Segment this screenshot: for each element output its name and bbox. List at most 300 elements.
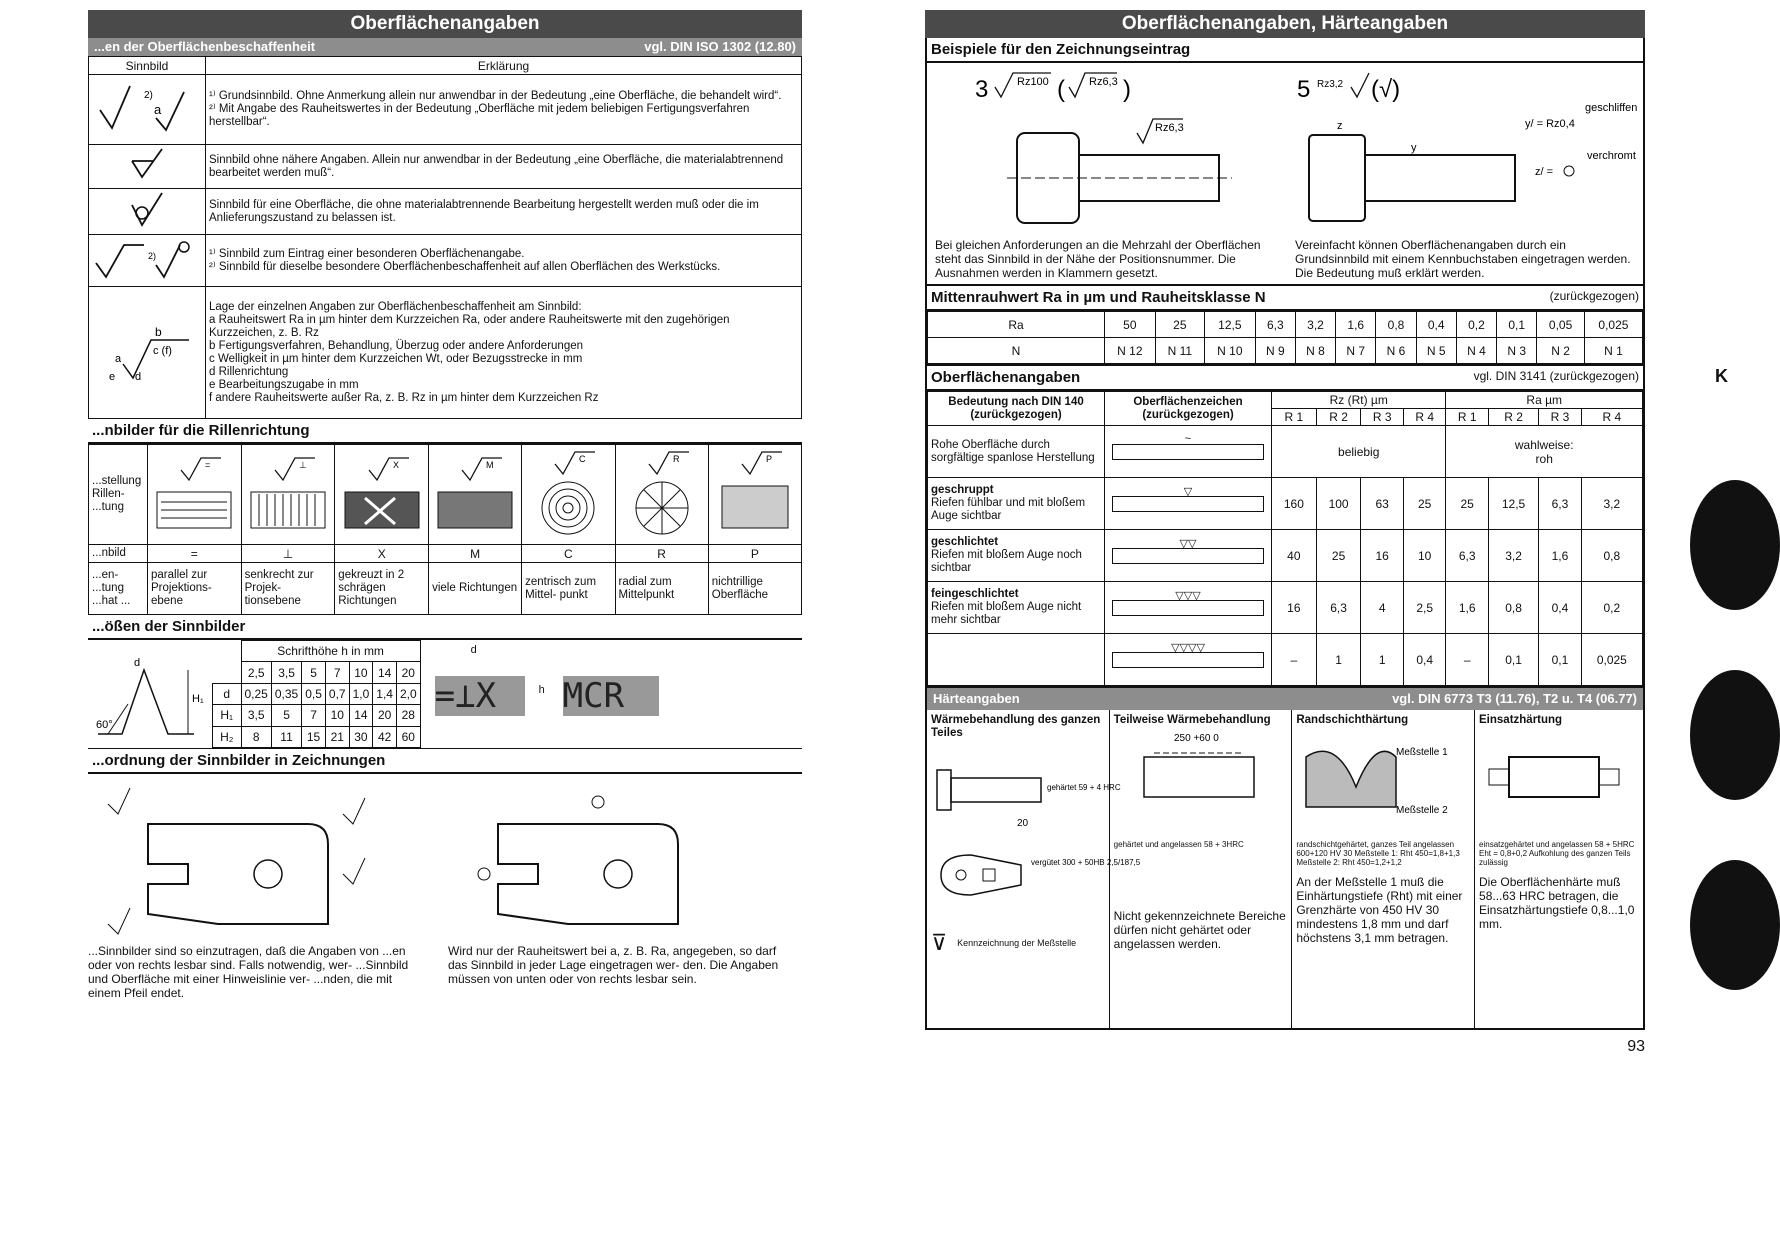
expl-line: Lage der einzelnen Angaben zur Oberflächenbeschaffenheit am Sinnbild: <box>209 300 582 313</box>
c2-dim: 250 +60 0 <box>1173 733 1219 744</box>
size-cell: 1,0 <box>349 683 373 704</box>
spec-meaning-desc: Rohe Oberfläche durch sorgfältige spanlose Herstellung <box>931 438 1095 464</box>
non-machined-symbol-icon <box>122 191 172 229</box>
lay-symbol: = <box>148 545 242 563</box>
lay-row-label: ...en- ...tung ...hat ... <box>89 563 148 615</box>
size-cell: 0,7 <box>325 683 349 704</box>
roughness-class-title: Mittenrauhwert Ra in µm und Rauheitsklasse N <box>931 289 1266 306</box>
size-cell: 2,0 <box>396 683 420 704</box>
examples-section <box>925 38 1645 286</box>
surface-spec-section <box>925 366 1645 688</box>
n-cell: N 12 <box>1105 338 1156 364</box>
size-cell: 3,5 <box>241 705 271 726</box>
lay-drawing <box>241 445 335 545</box>
c2-label-a: gehärtet und angelassen 58 + 3HRC <box>1113 840 1244 849</box>
thumb-index <box>1690 480 1755 1240</box>
expl-line: a Rauheitswert Ra in µm hinter dem Kurzzeichen Ra, oder andere Rauheitswerte mit den zugehörigen Kurzzeichen, z. B. Rz <box>209 313 730 339</box>
dim-d-label: d <box>134 657 141 669</box>
ex2-eq1: y/ = Rz0,4 <box>1525 118 1575 130</box>
size-cell: 21 <box>325 726 349 747</box>
spec-value: 1 <box>1316 634 1361 686</box>
angle-label: 60° <box>96 719 113 731</box>
svg-text:R: R <box>672 454 680 464</box>
lay-symbol: ⊥ <box>241 545 335 563</box>
size-col: 14 <box>373 662 397 683</box>
spec-value: – <box>1446 634 1489 686</box>
spec-row <box>928 426 1643 478</box>
lay-nondirectional-icon <box>712 450 798 536</box>
spec-value: 1 <box>1361 634 1404 686</box>
ra-cell: 12,5 <box>1204 312 1255 338</box>
svg-text:c (f): c (f) <box>153 345 172 357</box>
n-cell: N 8 <box>1295 338 1335 364</box>
size-cell: 10 <box>325 705 349 726</box>
hardness-columns <box>927 710 1643 1028</box>
lay-perpendicular-icon <box>245 450 331 536</box>
size-row <box>213 726 421 747</box>
size-cell: 15 <box>302 726 326 747</box>
symbol-layout-icon <box>97 306 197 396</box>
spec-value: 0,025 <box>1581 634 1642 686</box>
symbol-size-title: ...ößen der Sinnbilder <box>88 615 802 640</box>
explanation-cell <box>206 235 802 287</box>
roughness-class-note: (zurückgezogen) <box>1549 289 1639 303</box>
c3-title: Randschichthärtung <box>1296 714 1409 726</box>
spec-value: 4 <box>1361 582 1404 634</box>
symbol-dimension-icon <box>88 640 208 748</box>
expl-line: b Fertigungsverfahren, Behandlung, Überzug oder andere Anforderungen <box>209 339 584 352</box>
left-header: Oberflächenangaben <box>88 10 802 38</box>
size-col: 3,5 <box>271 662 301 683</box>
size-cell: 20 <box>373 705 397 726</box>
ra-cell: 3,2 <box>1295 312 1335 338</box>
spec-value: 12,5 <box>1488 478 1538 530</box>
roughness-class-section <box>925 286 1645 366</box>
size-cell: 14 <box>349 705 373 726</box>
explanation-cell: Sinnbild für eine Oberfläche, die ohne materialabtrennende Bearbeitung hergestellt werden muß oder die im Anlieferungszustand zu belassen ist. <box>206 189 802 235</box>
ex2-eq2: z/ = <box>1535 166 1554 178</box>
spec-mark-cell <box>1105 582 1272 634</box>
examples-notes <box>927 238 1643 284</box>
roughness-class-header <box>927 286 1643 311</box>
size-row <box>213 705 421 726</box>
n-cell: N 11 <box>1155 338 1204 364</box>
basic-symbol-icon <box>92 78 192 138</box>
spec-subhead: R 1 <box>1446 409 1489 426</box>
spec-value: 63 <box>1361 478 1404 530</box>
svg-text:(√): (√) <box>1371 76 1401 103</box>
size-cell: 30 <box>349 726 373 747</box>
lay-multi-icon <box>432 450 518 536</box>
spec-mark-cell <box>1105 478 1272 530</box>
c3-m2: Meßstelle 2 <box>1396 805 1449 816</box>
spec-value: 10 <box>1403 530 1446 582</box>
left-subheader-ref: vgl. DIN ISO 1302 (12.80) <box>644 39 796 54</box>
c2-shaft-icon <box>1114 727 1284 827</box>
spec-value: 1,6 <box>1446 582 1489 634</box>
spec-value: 0,4 <box>1539 582 1582 634</box>
spec-value: 0,1 <box>1539 634 1582 686</box>
measure-point-icon: ⊽ <box>931 930 948 955</box>
spec-meaning <box>928 530 1105 582</box>
lay-desc: nichtrillige Oberfläche <box>708 563 801 615</box>
svg-text:a: a <box>154 102 162 117</box>
size-head: Schrifthöhe h in mm <box>241 641 420 662</box>
svg-text:⊥: ⊥ <box>298 460 307 470</box>
svg-text:b: b <box>155 325 162 339</box>
svg-text:(: ( <box>1057 76 1065 103</box>
n-row <box>928 338 1643 364</box>
side-tab-letter: K <box>1715 366 1728 386</box>
svg-text:2): 2) <box>144 90 153 101</box>
symbol-cell <box>89 145 206 189</box>
c4-label-a: einsatzgehärtet und angelassen 58 + 5HRC Eht = 0,8+0,2 Aufkohlung des ganzen Teils zulässig <box>1479 840 1635 867</box>
example2-drawing-icon <box>1287 63 1647 238</box>
spec-subhead: R 4 <box>1581 409 1642 426</box>
spec-value: 16 <box>1361 530 1404 582</box>
lay-parallel-icon <box>151 450 237 536</box>
example1-drawing-icon <box>927 63 1287 238</box>
ex2-z: z <box>1337 120 1343 132</box>
part-drawing-right-icon <box>438 774 788 944</box>
size-cell: 28 <box>396 705 420 726</box>
spec-meaning <box>928 582 1105 634</box>
lay-direction-title: ...nbilder für die Rillenrichtung <box>88 419 802 444</box>
spec-meaning-desc: Riefen mit bloßem Auge nicht mehr sichtbar <box>931 601 1082 626</box>
spec-head-ra: Ra µm <box>1446 392 1643 409</box>
spec-value: 6,3 <box>1316 582 1361 634</box>
spec-meaning-desc: Riefen mit bloßem Auge noch sichtbar <box>931 549 1082 574</box>
ex2-verchromt: verchromt <box>1587 150 1636 162</box>
svg-text:a: a <box>115 353 122 365</box>
left-subheader <box>88 38 802 56</box>
spec-meaning <box>928 478 1105 530</box>
svg-text:): ) <box>1123 76 1131 103</box>
spec-subhead: R 1 <box>1272 409 1317 426</box>
expl-line: c Welligkeit in µm hinter dem Kurzzeichen Wt, oder Bezugsstrecke in mm <box>209 352 583 365</box>
spec-value: 3,2 <box>1488 530 1538 582</box>
spec-value: 0,1 <box>1488 634 1538 686</box>
n-cell: N 7 <box>1336 338 1376 364</box>
spec-meaning-desc: Riefen fühlbar und mit bloßem Auge sichtbar <box>931 497 1086 522</box>
size-row-label: H₂ <box>213 726 242 747</box>
ex2-number: 5 <box>1297 76 1311 103</box>
hardness-section <box>925 688 1645 1030</box>
svg-text:X: X <box>392 460 399 470</box>
ra-cell: 0,05 <box>1537 312 1585 338</box>
right-page <box>925 10 1645 1140</box>
spec-mark-icon: ▽ <box>1183 485 1193 498</box>
spec-mark-box <box>1112 432 1264 460</box>
left-page <box>88 10 802 1130</box>
spec-mark-cell <box>1105 530 1272 582</box>
spec-mark-box <box>1112 589 1264 616</box>
spec-value: 25 <box>1403 478 1446 530</box>
spec-subhead: R 2 <box>1316 409 1361 426</box>
symbol-cell <box>89 235 206 287</box>
spec-value: 1,6 <box>1539 530 1582 582</box>
spec-meaning-title: feingeschlichtet <box>931 588 1019 600</box>
spec-subhead: R 4 <box>1403 409 1446 426</box>
lay-desc: gekreuzt in 2 schrägen Richtungen <box>335 563 429 615</box>
c1-marker <box>931 930 1105 956</box>
size-col: 5 <box>302 662 326 683</box>
size-col: 2,5 <box>241 662 271 683</box>
size-cell: 0,5 <box>302 683 326 704</box>
spec-row <box>928 478 1643 530</box>
ra-row <box>928 312 1643 338</box>
spec-mark-icon: ▽▽▽ <box>1175 589 1201 602</box>
ra-cell: 50 <box>1105 312 1156 338</box>
size-row-label: H₁ <box>213 705 242 726</box>
svg-text:e: e <box>109 371 116 383</box>
spec-ra-choice: wahlweise: <box>1514 437 1574 452</box>
expl-line: d Rillenrichtung <box>209 365 289 378</box>
spec-mark-cell <box>1105 426 1272 478</box>
spec-mark-icon: ▽▽ <box>1179 537 1197 550</box>
ex2-geschliffen: geschliffen <box>1585 102 1638 114</box>
size-col: 7 <box>325 662 349 683</box>
expl-line: ¹⁾ Sinnbild zum Eintrag einer besonderen Oberflächenangabe. <box>209 247 525 260</box>
svg-text:M: M <box>486 460 494 470</box>
c1-label-a: gehärtet 59 + 4 HRC <box>1047 783 1121 792</box>
lay-symbol: C <box>522 545 615 563</box>
c3-note: An der Meßstelle 1 muß die Einhärtungstiefe (Rht) mit einer Grenzhärte von 450 HV 30 mindestens 1,8 mm und darf höchstens 3,1 mm betragen. <box>1296 875 1463 945</box>
ra-cell: 0,025 <box>1584 312 1642 338</box>
n-cell: N 4 <box>1456 338 1496 364</box>
n-cell: N 10 <box>1204 338 1255 364</box>
spec-mark-icon: ~ <box>1184 432 1192 445</box>
n-cell: N 2 <box>1537 338 1585 364</box>
spec-meaning <box>928 634 1105 686</box>
spec-head-meaning: Bedeutung nach DIN 140 (zurückgezogen) <box>928 392 1105 426</box>
spec-row <box>928 582 1643 634</box>
lay-drawing <box>522 445 615 545</box>
symbol-table <box>88 56 802 419</box>
ra-cell: 1,6 <box>1336 312 1376 338</box>
ex1-label: Rz6,3 <box>1155 122 1184 134</box>
spec-value: 25 <box>1446 478 1489 530</box>
lay-symbol: R <box>615 545 708 563</box>
col-symbol: Sinnbild <box>89 57 206 75</box>
spec-head-mark: Oberflächenzeichen (zurückgezogen) <box>1105 392 1272 426</box>
lay-drawing <box>148 445 242 545</box>
ra-cell: 0,2 <box>1456 312 1496 338</box>
n-cell: N 3 <box>1497 338 1537 364</box>
dim-h1-label: H₁ <box>192 693 204 705</box>
ra-label: Ra <box>928 312 1105 338</box>
lay-circular-icon <box>525 450 611 536</box>
lay-symbol: X <box>335 545 429 563</box>
lay-symbol: P <box>708 545 801 563</box>
size-cols-row <box>213 662 421 683</box>
size-cell: 7 <box>302 705 326 726</box>
spec-subhead: R 3 <box>1539 409 1582 426</box>
spec-value: 0,2 <box>1581 582 1642 634</box>
hardness-col-partial <box>1110 710 1293 1028</box>
sample-dim-d: d <box>470 644 477 656</box>
part-drawing-left-icon <box>88 774 438 944</box>
examples-drawings <box>927 63 1643 238</box>
c4-note: Die Oberflächenhärte muß 58...63 HRC betragen, die Einsatzhärtungstiefe 0,8...1,0 mm. <box>1479 875 1635 931</box>
c1-link-icon <box>931 835 1141 915</box>
spec-mark-icon: ▽▽▽▽ <box>1171 641 1205 654</box>
symbol-size-section <box>88 640 802 749</box>
c4-title: Einsatzhärtung <box>1479 714 1563 726</box>
left-subheader-title: ...en der Oberflächenbeschaffenheit <box>94 39 316 54</box>
spec-mark-cell <box>1105 634 1272 686</box>
lay-desc: zentrisch zum Mittel- punkt <box>522 563 615 615</box>
spec-value: 160 <box>1272 478 1317 530</box>
special-symbol-icon <box>92 237 192 281</box>
surface-spec-table <box>927 391 1643 686</box>
spec-mark-box <box>1112 537 1264 564</box>
size-row-label: d <box>213 683 242 704</box>
spec-ra-raw: roh <box>1535 451 1553 466</box>
lay-direction-table <box>88 444 802 615</box>
c1-dim: 20 <box>1017 818 1029 829</box>
n-cell: N 6 <box>1376 338 1416 364</box>
spec-value: 40 <box>1272 530 1317 582</box>
lay-row-label: ...stellung Rillen- ...tung <box>89 445 148 545</box>
note-left: ...Sinnbilder sind so einzutragen, daß die Angaben von ...en oder von rechts lesbar sind. Falls notwendig, wer- ...Sinnbild und Oberfläche mit einer Hinweislinie ver- ...nden, die mit einem Pfeil endet. <box>88 944 409 1000</box>
spec-value: 100 <box>1316 478 1361 530</box>
spec-value: 25 <box>1316 530 1361 582</box>
lay-drawing <box>708 445 801 545</box>
size-cell: 5 <box>271 705 301 726</box>
size-cell: 11 <box>271 726 301 747</box>
lay-desc: senkrecht zur Projek- tionsebene <box>241 563 335 615</box>
lay-symbol: M <box>429 545 522 563</box>
hardness-col-surface <box>1292 710 1475 1028</box>
surface-spec-title: Oberflächenangaben <box>931 369 1081 386</box>
spec-value: 0,8 <box>1488 582 1538 634</box>
c1-shaft-icon <box>931 740 1121 830</box>
explanation-cell: Sinnbild ohne nähere Angaben. Allein nur anwendbar in der Bedeutung „eine Oberfläche, die materialabtrennend bearbeitet werden muß“. <box>206 145 802 189</box>
n-label: N <box>928 338 1105 364</box>
spec-rz-any: beliebig <box>1272 426 1446 478</box>
size-col: 20 <box>396 662 420 683</box>
ra-cell: 0,1 <box>1497 312 1537 338</box>
lay-drawing <box>429 445 522 545</box>
c1-label-b: vergütet 300 + 50HB 2,5/187,5 <box>1031 858 1141 867</box>
ra-cell: 6,3 <box>1255 312 1295 338</box>
arrangement-drawings <box>88 774 802 944</box>
n-cell: N 9 <box>1255 338 1295 364</box>
hardness-col-whole <box>927 710 1141 1028</box>
spec-mark-box <box>1112 485 1264 512</box>
ra-cell: 0,8 <box>1376 312 1416 338</box>
spec-meaning <box>928 426 1105 478</box>
size-cell: 0,35 <box>271 683 301 704</box>
lay-desc: viele Richtungen <box>429 563 522 615</box>
size-cell: 42 <box>373 726 397 747</box>
c3-profile-icon <box>1296 727 1466 827</box>
size-cell: 8 <box>241 726 271 747</box>
ex1-symbol: Rz100 <box>1017 76 1049 88</box>
c2-title: Teilweise Wärmebehandlung <box>1113 714 1271 726</box>
examples-title: Beispiele für den Zeichnungseintrag <box>927 38 1643 63</box>
hardness-ref: vgl. DIN 6773 T3 (11.76), T2 u. T4 (06.77) <box>1392 691 1637 706</box>
spec-value: 6,3 <box>1446 530 1489 582</box>
spec-ra-any <box>1446 426 1643 478</box>
expl-line: ¹⁾ Grundsinnbild. Ohne Anmerkung allein nur anwendbar in der Bedeutung „eine Oberfläche, die behandelt wird“. <box>209 90 782 102</box>
lay-drawing <box>335 445 429 545</box>
n-cell: N 5 <box>1416 338 1456 364</box>
symbol-cell <box>89 75 206 145</box>
lettering-sample <box>435 640 675 748</box>
spec-value: 6,3 <box>1539 478 1582 530</box>
sample-dim-h: h <box>538 684 545 696</box>
spec-head-rz: Rz (Rt) µm <box>1272 392 1446 409</box>
size-cell: 1,4 <box>373 683 397 704</box>
spec-row <box>928 634 1643 686</box>
symbol-cell <box>89 189 206 235</box>
expl-line: ²⁾ Sinnbild für dieselbe besondere Oberflächenbeschaffenheit auf allen Oberflächen des Werkstücks. <box>209 260 721 273</box>
symbol-cell <box>89 287 206 419</box>
spec-meaning-title: geschlichtet <box>931 536 999 548</box>
page-number: 93 <box>1627 1038 1645 1055</box>
spec-value: 0,8 <box>1581 530 1642 582</box>
c3-m1: Meßstelle 1 <box>1396 747 1449 758</box>
spec-value: 2,5 <box>1403 582 1446 634</box>
ra-cell: 0,4 <box>1416 312 1456 338</box>
explanation-cell <box>206 287 802 419</box>
spec-subhead: R 3 <box>1361 409 1404 426</box>
note-right: Wird nur der Rauheitswert bei a, z. B. Ra, angegeben, so darf das Sinnbild in jeder Lage eingetragen wer- den. Die Angaben müssen von unten oder von rechts lesbar sein. <box>448 944 779 986</box>
size-cell: 0,25 <box>241 683 271 704</box>
spec-row <box>928 530 1643 582</box>
spec-subhead: R 2 <box>1488 409 1538 426</box>
explanation-cell <box>206 75 802 145</box>
right-header: Oberflächenangaben, Härteangaben <box>925 10 1645 38</box>
c1-title: Wärmebehandlung des ganzen Teiles <box>931 714 1101 739</box>
n-cell: N 1 <box>1584 338 1642 364</box>
sample-letters-2: MCR <box>563 676 659 716</box>
hardness-title: Härteangaben <box>933 691 1020 706</box>
roughness-class-table <box>927 311 1643 364</box>
expl-line: f andere Rauheitswerte außer Ra, z. B. Rz in µm hinter dem Kurzzeichen Rz <box>209 391 599 404</box>
examples-note-left: Bei gleichen Anforderungen an die Mehrzahl der Oberflächen steht das Sinnbild in der Nähe der Positionsnummer. Die Ausnahmen werden in Klammern gesetzt. <box>935 238 1261 280</box>
svg-text:=: = <box>205 460 211 470</box>
svg-text:P: P <box>765 454 772 464</box>
spec-value: 16 <box>1272 582 1317 634</box>
c2-note: Nicht gekennzeichnete Bereiche dürfen nicht gehärtet oder angelassen werden. <box>1113 909 1286 951</box>
lay-desc: parallel zur Projektions- ebene <box>148 563 242 615</box>
symbol-size-table <box>212 640 421 748</box>
lay-radial-icon <box>619 450 705 536</box>
sample-letters: =⊥X <box>435 676 525 716</box>
lay-desc: radial zum Mittelpunkt <box>615 563 708 615</box>
c1-label-c: Kennzeichnung der Meßstelle <box>957 938 1077 948</box>
ex2-y: y <box>1411 142 1417 154</box>
expl-line: e Bearbeitungszugabe in mm <box>209 378 359 391</box>
col-explanation: Erklärung <box>206 57 802 75</box>
surface-spec-ref: vgl. DIN 3141 (zurückgezogen) <box>1473 369 1639 383</box>
spec-value: 3,2 <box>1581 478 1642 530</box>
size-cell: 60 <box>396 726 420 747</box>
c3-label-a: randschichtgehärtet, ganzes Teil angelassen 600+120 HV 30 Meßstelle 1: Rht 450=1,8+1,3 Meßstelle 2: Rht 450=1,2+1,2 <box>1296 840 1460 867</box>
size-col: 10 <box>349 662 373 683</box>
spec-meaning-title: geschruppt <box>931 484 994 496</box>
machined-symbol-icon <box>122 147 172 183</box>
svg-text:C: C <box>579 454 586 464</box>
expl-line: ²⁾ Mit Angabe des Rauheitswertes in der Bedeutung „Oberfläche mit jedem beliebigen Fertigungsverfahren herstellbar“. <box>209 103 750 128</box>
size-row <box>213 683 421 704</box>
ex1-symbol2: Rz6,3 <box>1089 76 1118 88</box>
lay-row-label: ...nbild <box>89 545 148 563</box>
ex1-number: 3 <box>975 76 989 103</box>
